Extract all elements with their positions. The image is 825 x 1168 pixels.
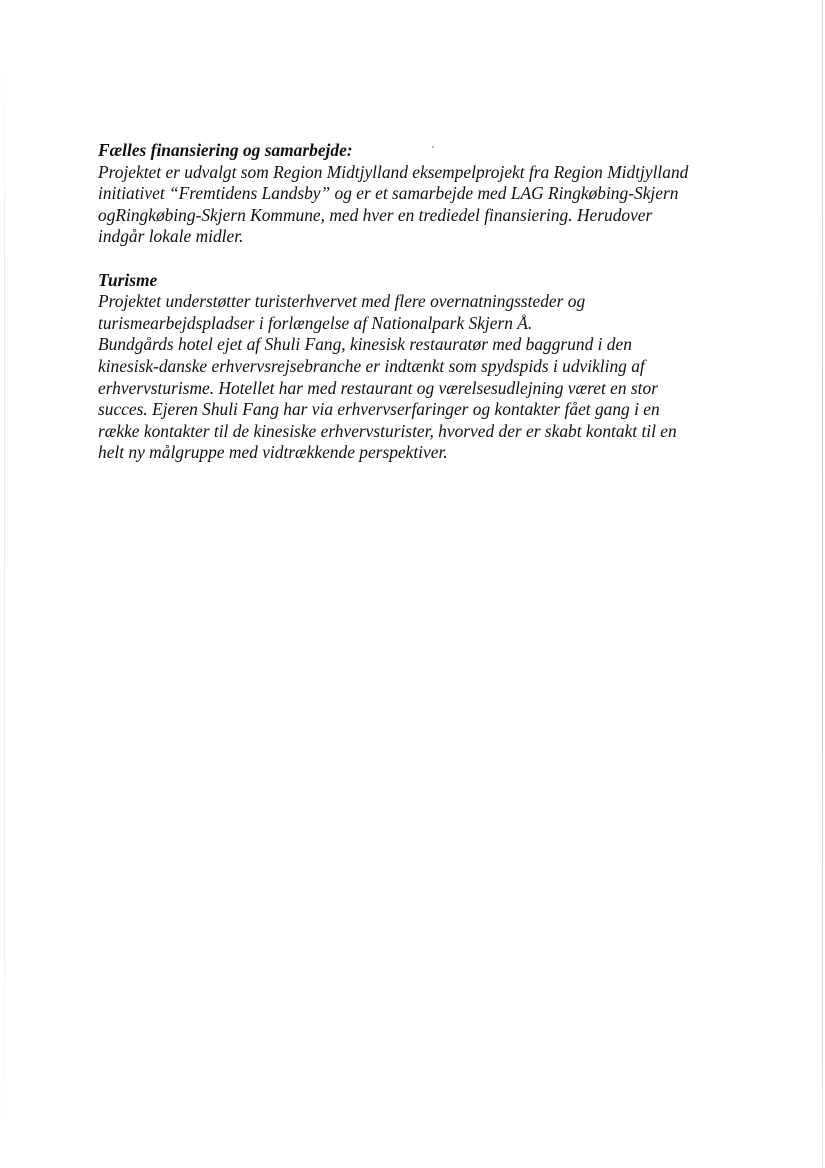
paragraph-line: kinesisk-danske erhvervsrejsebranche er indtænkt som spydspids i udvikling af — [98, 355, 645, 376]
paragraph-line: indgår lokale midler. — [98, 226, 244, 247]
section-financing — [98, 140, 738, 248]
scan-edge-right — [822, 0, 823, 1168]
paragraph-line: turismearbejdspladser i forlængelse af Nationalpark Skjern Å. — [98, 312, 533, 333]
paragraph-line: initiativet “Fremtidens Landsby” og er et samarbejde med LAG Ringkøbing-Skjern — [98, 183, 679, 204]
paragraph-line: erhvervsturisme. Hotellet har med restaurant og værelsesudlejning været en stor — [98, 377, 658, 398]
section-tourism — [98, 270, 738, 464]
document-body — [98, 140, 738, 464]
paragraph-line: ogRingkøbing-Skjern Kommune, med hver en trediedel finansiering. Herudover — [98, 204, 653, 225]
section-heading-tourism: Turisme — [98, 269, 158, 290]
paragraph-line: Bundgårds hotel ejet af Shuli Fang, kinesisk restauratør med baggrund i den — [98, 334, 632, 355]
paragraph-line: række kontakter til de kinesiske erhvervsturister, hvorved der er skabt kontakt til en — [98, 420, 677, 441]
paragraph-line: Projektet er udvalgt som Region Midtjylland eksempelprojekt fra Region Midtjylland — [98, 161, 689, 182]
paragraph-line: succes. Ejeren Shuli Fang har via erhvervserfaringer og kontakter fået gang i en — [98, 399, 660, 420]
paragraph-line: helt ny målgruppe med vidtrækkende perspektiver. — [98, 442, 448, 463]
paragraph-line: Projektet understøtter turisterhvervet med flere overnatningssteder og — [98, 291, 586, 312]
scan-edge-left — [4, 60, 5, 1140]
section-heading-financing: Fælles finansiering og samarbejde: — [98, 140, 353, 160]
